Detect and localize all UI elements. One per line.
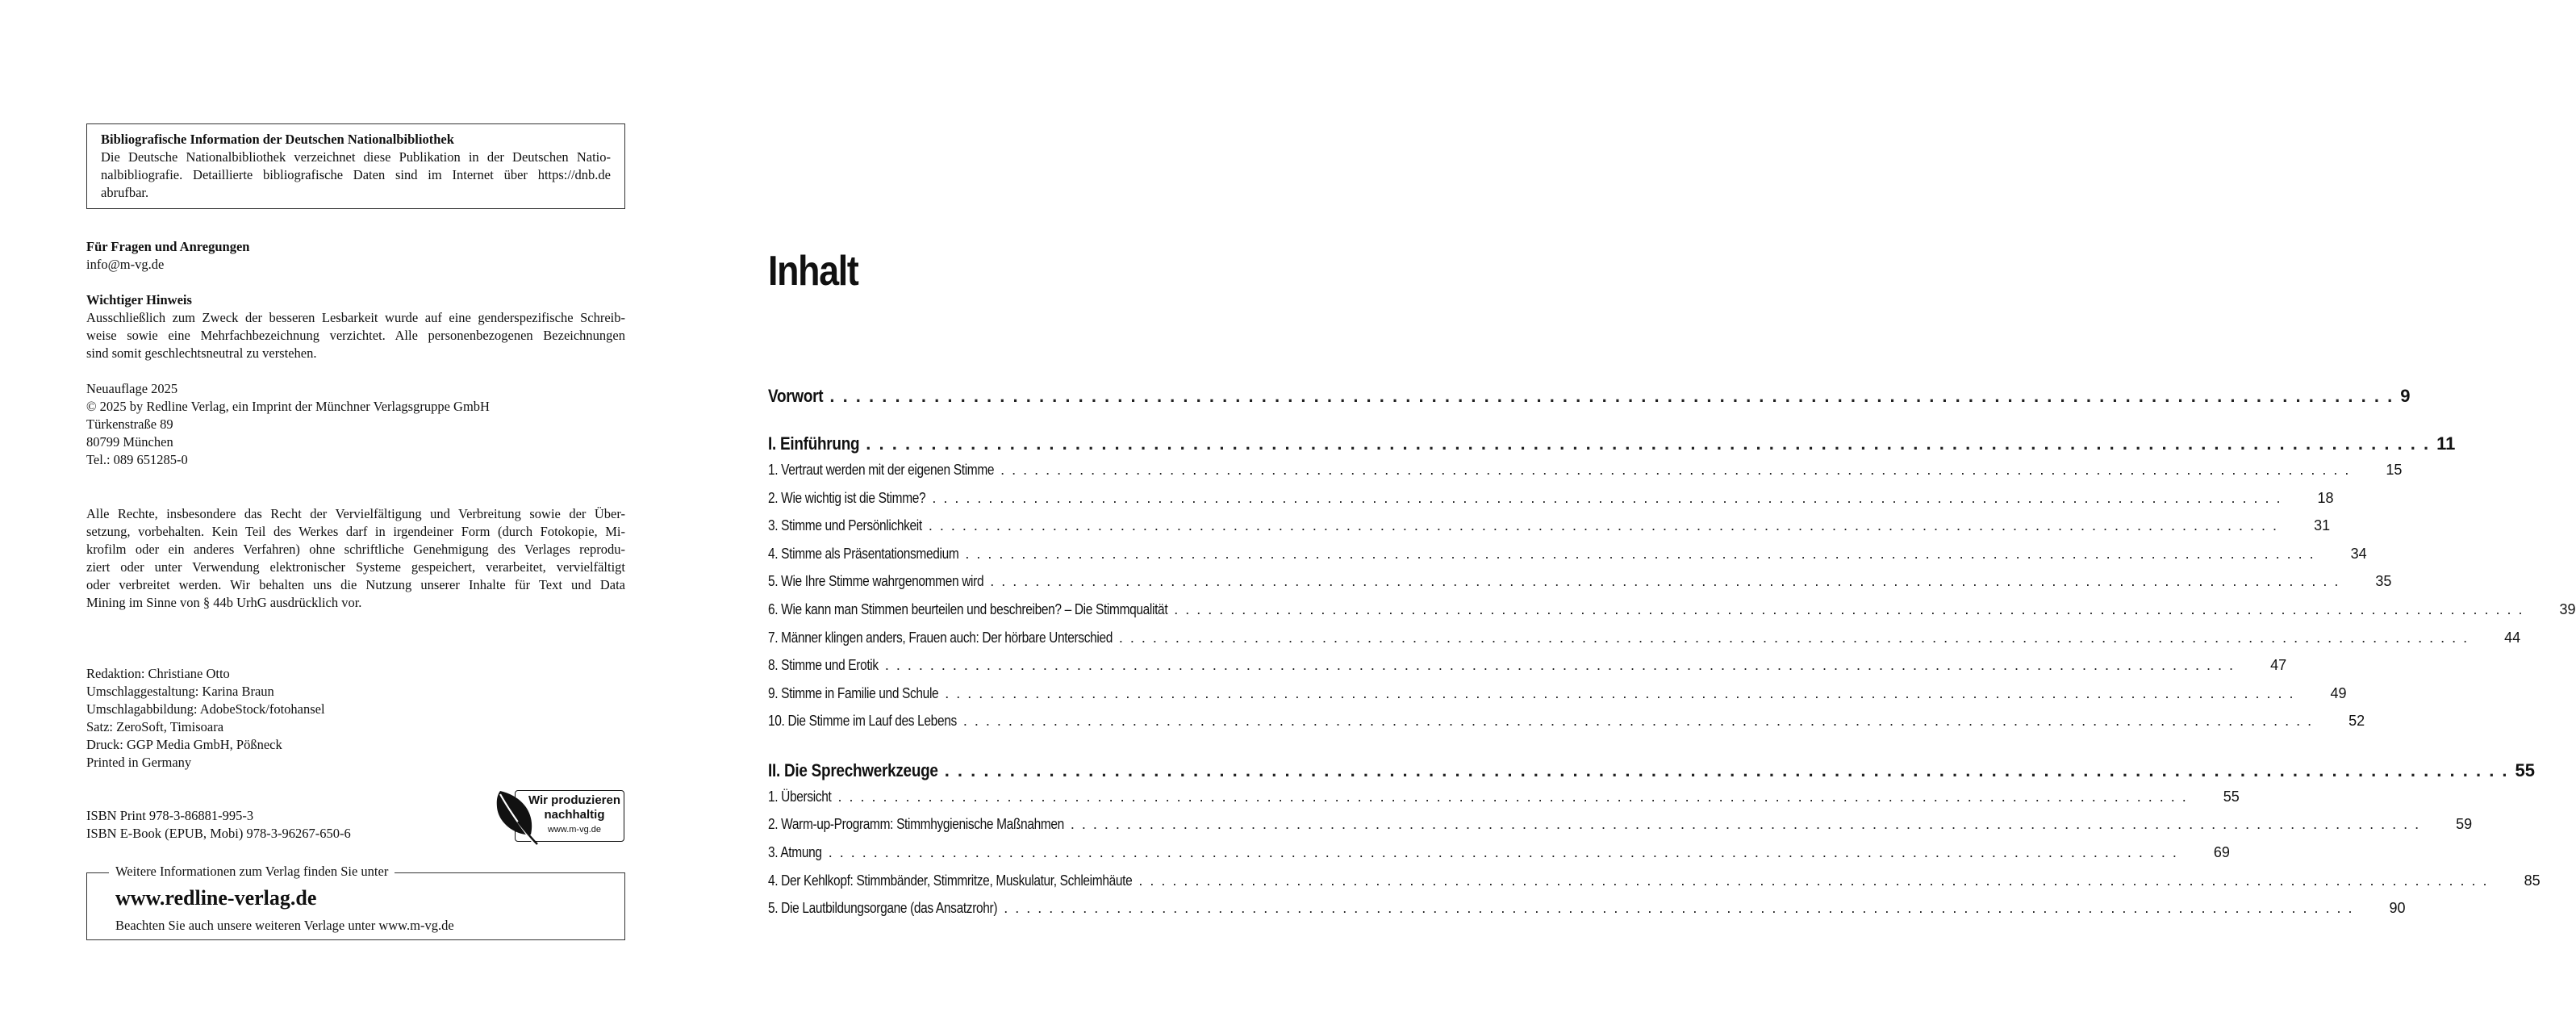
toc-leader-dots: . . . . . . . . . . . . . . . . . . . . . . . . . . . . . . . . . . . . . . . . . . . . . . . . . . . . . . . . . . . . . . . . . . . . . . . . . . . . . . . . . . . . . . . . . . . . . . . . . . . . . . . . . . . . . . . . . . . . . . . . — [866, 433, 2431, 454]
biblio-line: Die Deutsche Nationalbibliothek verzeichnet diese Publikation in der Deutschen Natio- — [101, 149, 611, 165]
hint-title: Wichtiger Hinweis — [86, 292, 192, 308]
toc-entry-label: 7. Männer klingen anders, Frauen auch: Der hörbare Unterschied — [768, 630, 1113, 646]
biblio-line: abrufbar. — [101, 185, 149, 200]
toc-section-entry[interactable] — [768, 816, 2473, 840]
toc-section-entry[interactable] — [768, 872, 2541, 897]
toc-page-number: 39 — [2559, 601, 2576, 617]
toc-section-entry[interactable] — [768, 601, 2576, 625]
toc-section-entry[interactable] — [768, 844, 2230, 868]
toc-page-number: 59 — [2456, 816, 2473, 832]
toc-page-number: 52 — [2348, 713, 2365, 729]
toc-entry-label: 1. Übersicht — [768, 789, 832, 805]
toc-entry-label: 2. Wie wichtig ist die Stimme? — [768, 490, 926, 506]
toc-page-number: 85 — [2524, 872, 2541, 889]
toc-section-entry[interactable] — [768, 789, 2240, 813]
toc-leader-dots: . . . . . . . . . . . . . . . . . . . . . . . . . . . . . . . . . . . . . . . . . . . . . . . . . . . . . . . . . . . . . . . . . . . . . . . . . . . . . . . . . . . . . . . . . . . . . . . . . . . . . . . . . . . . . . . . . . . . . . . . — [962, 713, 2314, 729]
credit-line: Printed in Germany — [86, 755, 192, 770]
credit-line: Druck: GGP Media GmbH, Pößneck — [86, 737, 282, 752]
toc-section-entry[interactable] — [768, 657, 2287, 681]
toc-leader-dots: . . . . . . . . . . . . . . . . . . . . . . . . . . . . . . . . . . . . . . . . . . . . . . . . . . . . . . . . . . . . . . . . . . . . . . . . . . . . . . . . . . . . . . . . . . . . . . . . . . . . . . . . . . . . . . . . . . . . . . . . — [990, 573, 2340, 589]
publisher-line: 80799 München — [86, 434, 173, 450]
credit-line: Umschlagabbildung: AdobeStock/fotohansel — [86, 701, 325, 717]
toc-page-number: 35 — [2375, 573, 2392, 589]
toc-leader-dots: . . . . . . . . . . . . . . . . . . . . . . . . . . . . . . . . . . . . . . . . . . . . . . . . . . . . . . . . . . . . . . . . . . . . . . . . . . . . . . . . . . . . . . . . . . . . . . . . . . . . . . . . . . . . . . . . . . . . . . . . — [944, 760, 2509, 780]
toc-section-entry[interactable] — [768, 517, 2331, 542]
questions-section — [86, 238, 625, 274]
questions-title: Für Fragen und Anregungen — [86, 239, 250, 254]
toc-leader-dots: . . . . . . . . . . . . . . . . . . . . . . . . . . . . . . . . . . . . . . . . . . . . . . . . . . . . . . . . . . . . . . . . . . . . . . . . . . . . . . . . . . . . . . . . . . . . . . . . . . . . . . . . . . . . . . . . . . . . . . . . — [837, 789, 2188, 805]
toc-page-number: 44 — [2504, 630, 2521, 646]
toc-leader-dots: . . . . . . . . . . . . . . . . . . . . . . . . . . . . . . . . . . . . . . . . . . . . . . . . . . . . . . . . . . . . . . . . . . . . . . . . . . . . . . . . . . . . . . . . . . . . . . . . . . . . . . . . . . . . . . . . . . . . . . . . — [1138, 872, 2489, 889]
publisher-line: Tel.: 089 651285-0 — [86, 452, 188, 467]
toc-section-entry[interactable] — [768, 490, 2334, 514]
biblio-title: Bibliografische Information der Deutschen Nationalbibliothek — [101, 132, 454, 147]
toc-section-entry[interactable] — [768, 462, 2403, 486]
toc-entry-label: 6. Wie kann man Stimmen beurteilen und beschreiben? – Die Stimmqualität — [768, 601, 1168, 617]
web-intro: Weitere Informationen zum Verlag finden Sie unter — [109, 863, 395, 881]
toc-leader-dots: . . . . . . . . . . . . . . . . . . . . . . . . . . . . . . . . . . . . . . . . . . . . . . . . . . . . . . . . . . . . . . . . . . . . . . . . . . . . . . . . . . . . . . . . . . . . . . . . . . . . . . . . . . . . . . . . . . . . . . . . — [1004, 900, 2354, 916]
badge-line-1: Wir produzieren — [528, 793, 621, 807]
toc-leader-dots: . . . . . . . . . . . . . . . . . . . . . . . . . . . . . . . . . . . . . . . . . . . . . . . . . . . . . . . . . . . . . . . . . . . . . . . . . . . . . . . . . . . . . . . . . . . . . . . . . . . . . . . . . . . . . . . . . . . . . . . . — [965, 546, 2315, 562]
toc-page-number: 11 — [2436, 433, 2456, 454]
toc-entry-label: I. Einführung — [768, 433, 860, 454]
toc-page-number: 18 — [2317, 490, 2334, 506]
toc-chapter-entry[interactable] — [768, 433, 2456, 458]
toc-section-entry[interactable] — [768, 573, 2392, 597]
toc-page-number: 34 — [2350, 546, 2367, 562]
toc-section-entry[interactable] — [768, 713, 2365, 737]
toc-leader-dots: . . . . . . . . . . . . . . . . . . . . . . . . . . . . . . . . . . . . . . . . . . . . . . . . . . . . . . . . . . . . . . . . . . . . . . . . . . . . . . . . . . . . . . . . . . . . . . . . . . . . . . . . . . . . . . . . . . . . . . . . — [1000, 462, 2351, 478]
toc-page-number: 15 — [2386, 462, 2403, 478]
toc-entry-label: 5. Wie Ihre Stimme wahrgenommen wird — [768, 573, 984, 589]
credit-line: Redaktion: Christiane Otto — [86, 666, 230, 681]
hint-line: sind somit geschlechtsneutral zu verstehen. — [86, 345, 317, 361]
isbn-print: ISBN Print 978-3-86881-995-3 — [86, 808, 254, 823]
toc-leader-dots: . . . . . . . . . . . . . . . . . . . . . . . . . . . . . . . . . . . . . . . . . . . . . . . . . . . . . . . . . . . . . . . . . . . . . . . . . . . . . . . . . . . . . . . . . . . . . . . . . . . . . . . . . . . . . . . . . . . . . . . . — [928, 517, 2279, 533]
toc-entry-label: II. Die Sprechwerkzeuge — [768, 760, 938, 780]
toc-page-number: 55 — [2515, 760, 2536, 780]
credit-line: Umschlaggestaltung: Karina Braun — [86, 684, 274, 699]
toc-entry-label: 9. Stimme in Familie und Schule — [768, 685, 939, 701]
badge-url: www.m-vg.de — [547, 825, 602, 835]
toc-leader-dots: . . . . . . . . . . . . . . . . . . . . . . . . . . . . . . . . . . . . . . . . . . . . . . . . . . . . . . . . . . . . . . . . . . . . . . . . . . . . . . . . . . . . . . . . . . . . . . . . . . . . . . . . . . . . . . . . . . . . . . . . — [1174, 601, 2524, 617]
toc-entry-label: Vorwort — [768, 386, 824, 406]
publisher-website-link[interactable]: www.redline-verlag.de — [115, 886, 317, 910]
publisher-info — [86, 380, 625, 469]
rights-line: oder verbreitet werden. Wir behalten uns die Nutzung unserer Inhalte für Text und Data — [86, 577, 625, 592]
copyright-notice — [86, 505, 625, 612]
toc-leader-dots: . . . . . . . . . . . . . . . . . . . . . . . . . . . . . . . . . . . . . . . . . . . . . . . . . . . . . . . . . . . . . . . . . . . . . . . . . . . . . . . . . . . . . . . . . . . . . . . . . . . . . . . . . . . . . . . . . . . . . . . . — [829, 386, 2394, 406]
toc-leader-dots: . . . . . . . . . . . . . . . . . . . . . . . . . . . . . . . . . . . . . . . . . . . . . . . . . . . . . . . . . . . . . . . . . . . . . . . . . . . . . . . . . . . . . . . . . . . . . . . . . . . . . . . . . . . . . . . . . . . . . . . . — [884, 657, 2236, 673]
toc-entry-label: 4. Stimme als Präsentationsmedium — [768, 546, 959, 562]
toc-entry-label: 3. Stimme und Persönlichkeit — [768, 517, 922, 533]
toc-entry-label: 1. Vertraut werden mit der eigenen Stimme — [768, 462, 995, 478]
toc-leader-dots: . . . . . . . . . . . . . . . . . . . . . . . . . . . . . . . . . . . . . . . . . . . . . . . . . . . . . . . . . . . . . . . . . . . . . . . . . . . . . . . . . . . . . . . . . . . . . . . . . . . . . . . . . . . . . . . . . . . . . . . . — [828, 844, 2178, 860]
hint-line: Ausschließlich zum Zweck der besseren Lesbarkeit wurde auf eine genderspezifische Schreib- — [86, 310, 625, 325]
toc-entry-label: 2. Warm-up-Programm: Stimmhygienische Maßnahmen — [768, 816, 1064, 832]
rights-line: Mining im Sinne von § 44b UrhG ausdrücklich vor. — [86, 595, 362, 610]
web-note: Beachten Sie auch unsere weiteren Verlage unter www.m-vg.de — [115, 918, 454, 933]
toc-leader-dots: . . . . . . . . . . . . . . . . . . . . . . . . . . . . . . . . . . . . . . . . . . . . . . . . . . . . . . . . . . . . . . . . . . . . . . . . . . . . . . . . . . . . . . . . . . . . . . . . . . . . . . . . . . . . . . . . . . . . . . . . — [945, 685, 2295, 701]
toc-page-number: 55 — [2223, 789, 2240, 805]
toc-leader-dots: . . . . . . . . . . . . . . . . . . . . . . . . . . . . . . . . . . . . . . . . . . . . . . . . . . . . . . . . . . . . . . . . . . . . . . . . . . . . . . . . . . . . . . . . . . . . . . . . . . . . . . . . . . . . . . . . . . . . . . . . — [1118, 630, 2470, 646]
toc-page-number: 90 — [2389, 900, 2406, 916]
bibliographic-info-box — [86, 123, 625, 209]
toc-section-entry[interactable] — [768, 630, 2521, 654]
publisher-line: Türkenstraße 89 — [86, 416, 173, 432]
toc-chapter-entry[interactable] — [768, 386, 2411, 410]
rights-line: krofilm oder ein anderes Verfahren) ohne schriftliche Genehmigung des Verlages reprodu- — [86, 542, 625, 557]
biblio-line: nalbibliografie. Detaillierte bibliografische Daten sind im Internet über https://dnb.de — [101, 167, 611, 182]
rights-line: setzung, vorbehalten. Kein Teil des Werkes darf in irgendeiner Form (durch Fotokopie, Mi- — [86, 524, 625, 539]
toc-page-number: 31 — [2314, 517, 2331, 533]
toc-page-number: 9 — [2400, 386, 2411, 406]
important-note-section — [86, 291, 625, 362]
contact-email[interactable]: info@m-vg.de — [86, 257, 165, 272]
toc-entry-label: 4. Der Kehlkopf: Stimmbänder, Stimmritze, Muskulatur, Schleimhäute — [768, 872, 1133, 889]
rights-line: Alle Rechte, insbesondere das Recht der Vervielfältigung und Verbreitung sowie der Über- — [86, 506, 625, 521]
production-credits — [86, 665, 625, 772]
toc-section-entry[interactable] — [768, 546, 2367, 570]
toc-page-number: 49 — [2330, 685, 2347, 701]
publisher-line: Neuauflage 2025 — [86, 381, 178, 396]
toc-chapter-entry[interactable] — [768, 760, 2536, 784]
toc-entry-label: 8. Stimme und Erotik — [768, 657, 879, 673]
publisher-line: © 2025 by Redline Verlag, ein Imprint der Münchner Verlagsgruppe GmbH — [86, 399, 490, 414]
toc-entry-label: 3. Atmung — [768, 844, 822, 860]
toc-entry-label: 10. Die Stimme im Lauf des Lebens — [768, 713, 957, 729]
hint-line: weise sowie eine Mehrfachbezeichnung verzichtet. Alle personenbezogenen Bezeichnungen — [86, 328, 625, 343]
toc-section-entry[interactable] — [768, 685, 2347, 709]
badge-line-2: nachhaltig — [544, 808, 605, 822]
toc-entry-label: 5. Die Lautbildungsorgane (das Ansatzrohr) — [768, 900, 998, 916]
isbn-info — [86, 807, 457, 843]
sustainability-badge — [494, 784, 626, 847]
toc-page-number: 47 — [2270, 657, 2287, 673]
toc-title: Inhalt — [768, 248, 858, 295]
toc-leader-dots: . . . . . . . . . . . . . . . . . . . . . . . . . . . . . . . . . . . . . . . . . . . . . . . . . . . . . . . . . . . . . . . . . . . . . . . . . . . . . . . . . . . . . . . . . . . . . . . . . . . . . . . . . . . . . . . . . . . . . . . . — [1070, 816, 2421, 832]
credit-line: Satz: ZeroSoft, Timisoara — [86, 719, 224, 734]
toc-section-entry[interactable] — [768, 900, 2406, 924]
isbn-ebook: ISBN E-Book (EPUB, Mobi) 978-3-96267-650-6 — [86, 826, 351, 841]
toc-page-number: 69 — [2213, 844, 2230, 860]
toc-leader-dots: . . . . . . . . . . . . . . . . . . . . . . . . . . . . . . . . . . . . . . . . . . . . . . . . . . . . . . . . . . . . . . . . . . . . . . . . . . . . . . . . . . . . . . . . . . . . . . . . . . . . . . . . . . . . . . . . . . . . . . . . — [932, 490, 2282, 506]
rights-line: ziert oder unter Verwendung elektronischer Systeme gespeichert, verarbeitet, vervielfältigt — [86, 559, 625, 575]
